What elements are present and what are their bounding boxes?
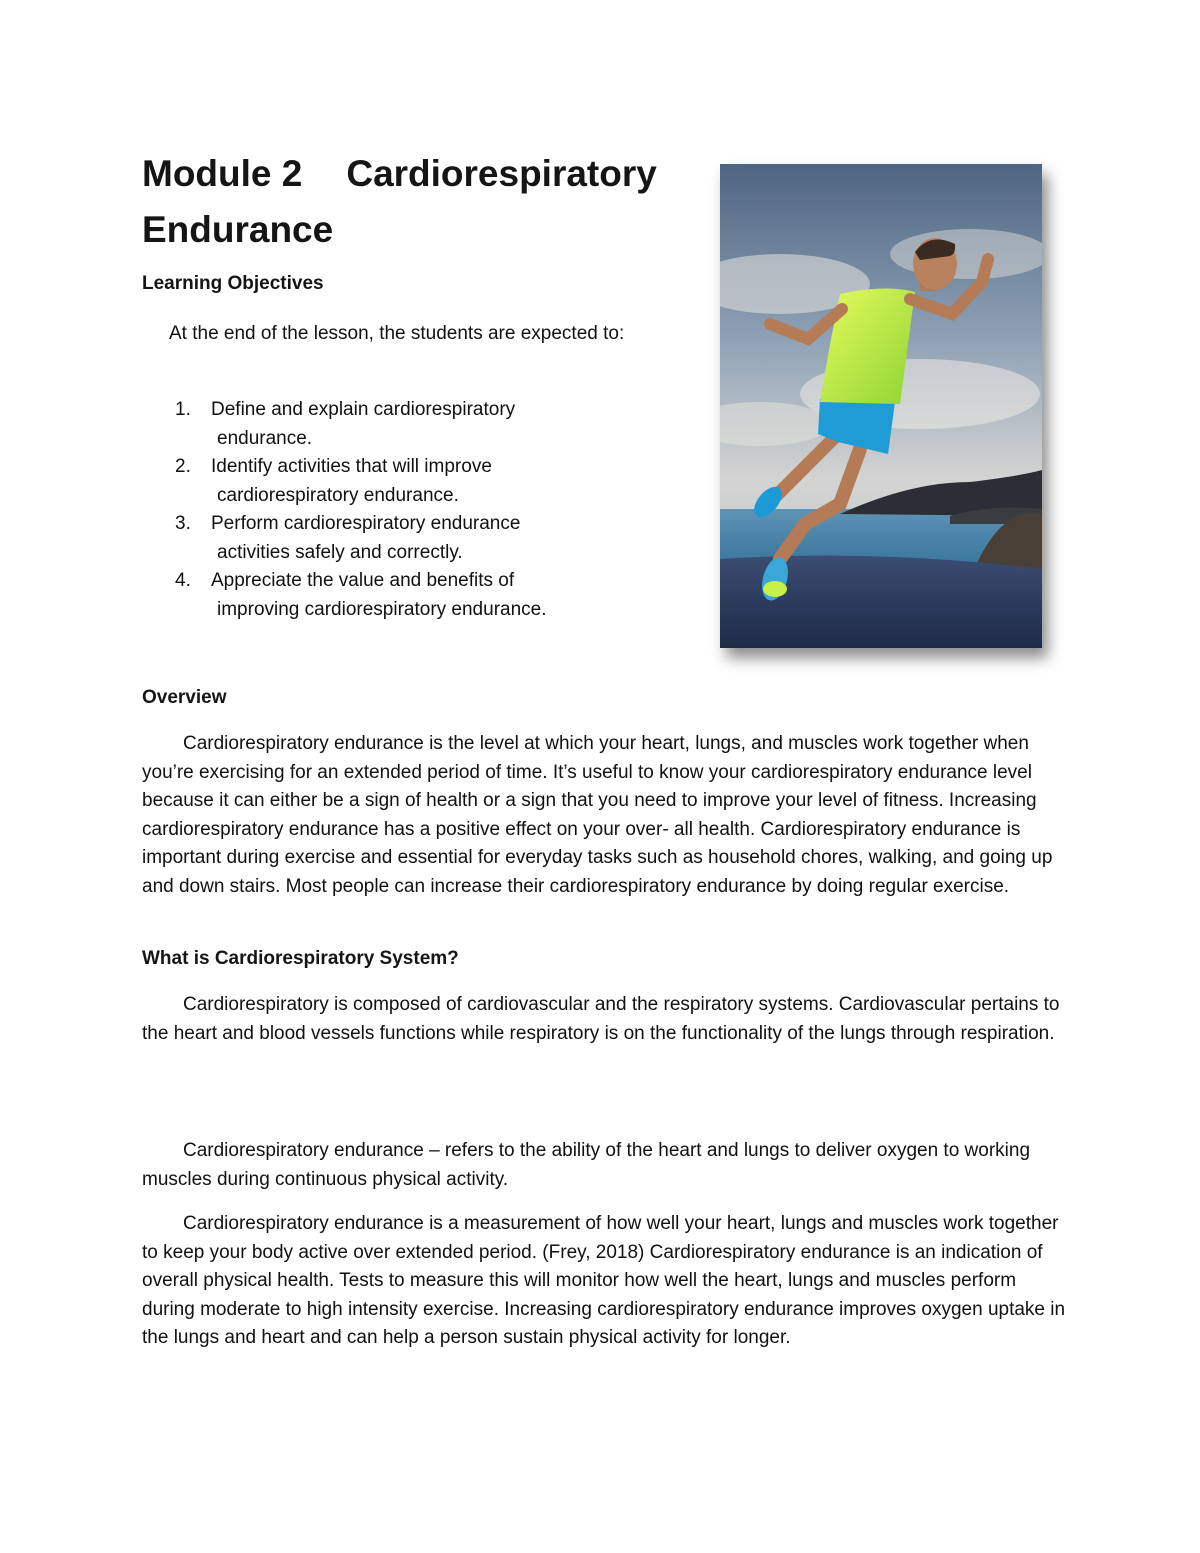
list-item xyxy=(175,453,615,510)
runner-photo xyxy=(720,164,1042,648)
learning-objectives-heading: Learning Objectives xyxy=(142,273,324,294)
runner-photo-icon xyxy=(720,164,1042,648)
list-item-number: 3. xyxy=(175,513,191,534)
module-label: Module 2 xyxy=(142,153,303,194)
measurement-paragraph: Cardiorespiratory endurance is a measurement of how well your heart, lungs and muscles work together to keep your body active over extended period. (Frey, 2018) Cardiorespiratory endurance is an indication of overall physical health. Tests to measure this will monitor how well the heart, lungs and muscles perform during moderate to high intensity exercise. Increasing cardiorespiratory endurance improves oxygen uptake in the lungs and heart and can help a person sustain physical activity for longer. xyxy=(142,1213,1066,1349)
list-item xyxy=(175,396,615,453)
list-item-text: Define and explain cardiorespiratory endurance. xyxy=(211,399,516,449)
list-item xyxy=(175,567,615,624)
list-item-text: Identify activities that will improve cardiorespiratory endurance. xyxy=(211,456,492,506)
objectives-intro: At the end of the lesson, the students are expected to: xyxy=(169,323,625,344)
title-word-1: Cardiorespiratory xyxy=(346,153,657,194)
overview-paragraph: Cardiorespiratory endurance is the level at which your heart, lungs, and muscles work together when you’re exercising for an extended period of time. It’s useful to know your cardiorespiratory endurance level because it can either be a sign of health or a sign that you need to improve your level of fitness. Increasing cardiorespiratory endurance has a positive effect on your over- all health. Cardiorespiratory endurance is important during exercise and essential for everyday tasks such as household chores, walking, and going up and down stairs. Most people can increase their cardiorespiratory endurance by doing regular exercise. xyxy=(142,733,1053,897)
system-heading: What is Cardiorespiratory System? xyxy=(142,948,459,969)
list-item-number: 1. xyxy=(175,399,191,420)
objectives-list xyxy=(175,396,615,624)
system-paragraph: Cardiorespiratory is composed of cardiovascular and the respiratory systems. Cardiovascular pertains to the heart and blood vessels functions while respiratory is on the functionality of the lungs through respiration. xyxy=(142,994,1060,1044)
list-item-text: Perform cardiorespiratory endurance activities safely and correctly. xyxy=(211,513,521,563)
page-title xyxy=(142,146,702,258)
list-item-number: 2. xyxy=(175,456,191,477)
overview-heading: Overview xyxy=(142,687,227,708)
title-word-2: Endurance xyxy=(142,209,334,250)
definition-paragraph: Cardiorespiratory endurance – refers to the ability of the heart and lungs to deliver oxygen to working muscles during continuous physical activity. xyxy=(142,1140,1031,1190)
list-item-text: Appreciate the value and benefits of improving cardiorespiratory endurance. xyxy=(211,570,547,620)
list-item-number: 4. xyxy=(175,570,191,591)
list-item xyxy=(175,510,615,567)
